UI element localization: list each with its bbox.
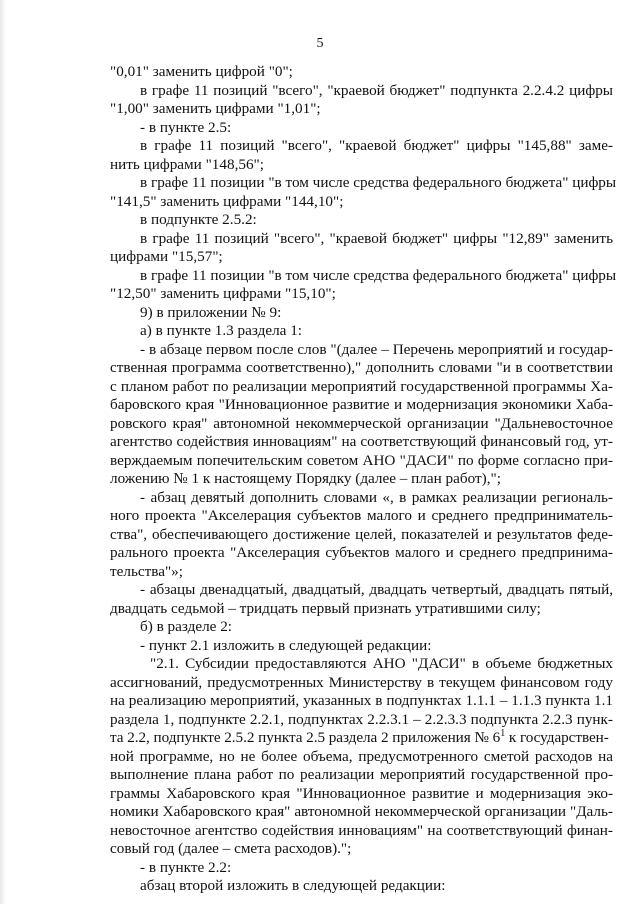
text-line: верждаемым попечительским советом АНО "ДАСИ" по форме согласно при- xyxy=(110,451,613,469)
text-line: ной программе, но не более объема, предусмотренного сметой расходов на xyxy=(110,747,613,765)
text-line: тельства"»; xyxy=(110,562,183,580)
text-line: нить цифрами "148,56"; xyxy=(110,155,264,173)
text-line: ства", обеспечивающего достижение целей, показателей и результатов феде- xyxy=(110,525,613,543)
text-line: на реализацию мероприятий, указанных в подпунктах 1.1.1 – 1.1.3 пункта 1.1 xyxy=(110,692,613,709)
text-line: "0,01" заменить цифрой "0"; xyxy=(110,63,293,80)
text-line: ассигнований, предусмотренных Министерству в текущем финансовом году xyxy=(110,673,613,691)
text-line: с планом работ по реализации мероприятий государственной программы Ха- xyxy=(110,377,613,395)
text-line: цифрами "15,57"; xyxy=(110,248,223,265)
scan-edge-shadow xyxy=(0,0,6,904)
text-line: абзац второй изложить в следующей редакции: xyxy=(140,877,446,894)
text-line: "141,5" заменить цифрами "144,10"; xyxy=(110,192,344,210)
text-line: - абзацы двенадцатый, двадцатый, двадцать четвертый, двадцать пятый, xyxy=(140,581,613,598)
text-line: "1,00" заменить цифрами "1,01"; xyxy=(110,100,321,117)
text-line: б) в разделе 2: xyxy=(140,618,233,635)
text-line: - в абзаце первом после слов "(далее – Перечень мероприятий и государ- xyxy=(140,340,613,358)
text-line: в графе 11 позиции "в том числе средства федерального бюджета" цифры xyxy=(140,266,617,284)
text-line: в графе 11 позиций "всего", "краевой бюджет" цифры "145,88" заме- xyxy=(140,137,613,154)
text-line: ложению № 1 к настоящему Порядку (далее – план работ),"; xyxy=(110,470,501,487)
text-line: в графе 11 позиции "в том числе средства федерального бюджета" цифры xyxy=(140,174,617,191)
text-line: а) в пункте 1.3 раздела 1: xyxy=(140,322,303,339)
text-line: - пункт 2.1 изложить в следующей редакции: xyxy=(140,636,432,654)
text-line: баровского края "Инновационное развитие и модернизация экономики Хаба- xyxy=(110,396,613,413)
text-line: "2.1. Субсидии предоставляются АНО "ДАСИ" в объеме бюджетных xyxy=(150,655,613,672)
text-line: выполнение плана работ по реализации мероприятий государственной про- xyxy=(110,766,613,783)
text-line: граммы Хабаровского края "Инновационное развитие и модернизация эко- xyxy=(110,784,613,802)
text-line xyxy=(110,729,613,747)
text-line: ного проекта "Акселерация субъектов малого и среднего предприниматель- xyxy=(110,507,613,524)
text-line: раздела 1, подпункте 2.2.1, подпунктах 2.2.3.1 – 2.2.3.3 подпункта 2.2.3 пунк- xyxy=(110,710,613,728)
text-line: ровского края" автономной некоммерческой организации "Дальневосточное xyxy=(110,414,613,432)
text-line: невосточное агентство содействия инновациям" на соответствующий финан- xyxy=(110,821,613,839)
text-line: в графе 11 позиций "всего", "краевой бюджет" подпункта 2.2.4.2 цифры xyxy=(140,81,613,99)
text-line: совый год (далее – смета расходов)."; xyxy=(110,840,352,857)
text-line: - абзац девятый дополнить словами «, в рамках реализации региональ- xyxy=(140,488,613,506)
text-line: номики Хабаровского края" автономной некоммерческой организации "Даль- xyxy=(110,803,613,820)
text-line: в графе 11 позиций "всего", "краевой бюджет" цифры "12,89" заменить xyxy=(140,229,613,247)
text-line: рального проекта "Акселерация субъектов малого и среднего предпринима- xyxy=(110,544,613,561)
superscript: 1 xyxy=(500,727,506,739)
text-line: - в пункте 2.2: xyxy=(140,858,232,876)
text-line: "12,50" заменить цифрами "15,10"; xyxy=(110,285,336,302)
page-number: 5 xyxy=(316,36,324,51)
text-line: ственная программа соответственно)," дополнить словами "и в соответствии xyxy=(110,359,613,376)
text-line: в подпункте 2.5.2: xyxy=(140,211,257,228)
text-line: - в пункте 2.5: xyxy=(140,118,232,136)
text-line: агентство содействия инновациям" на соответствующий финансовый год, ут- xyxy=(110,433,613,450)
text-fragment: та 2.2, подпункте 2.5.2 пункта 2.5 раздела 2 приложения № 6 xyxy=(110,729,501,746)
text-line: двадцать седьмой – тридцать первый признать утратившими силу; xyxy=(110,599,541,617)
text-fragment: к государствен- xyxy=(505,729,609,746)
text-line: 9) в приложении № 9: xyxy=(140,303,282,321)
